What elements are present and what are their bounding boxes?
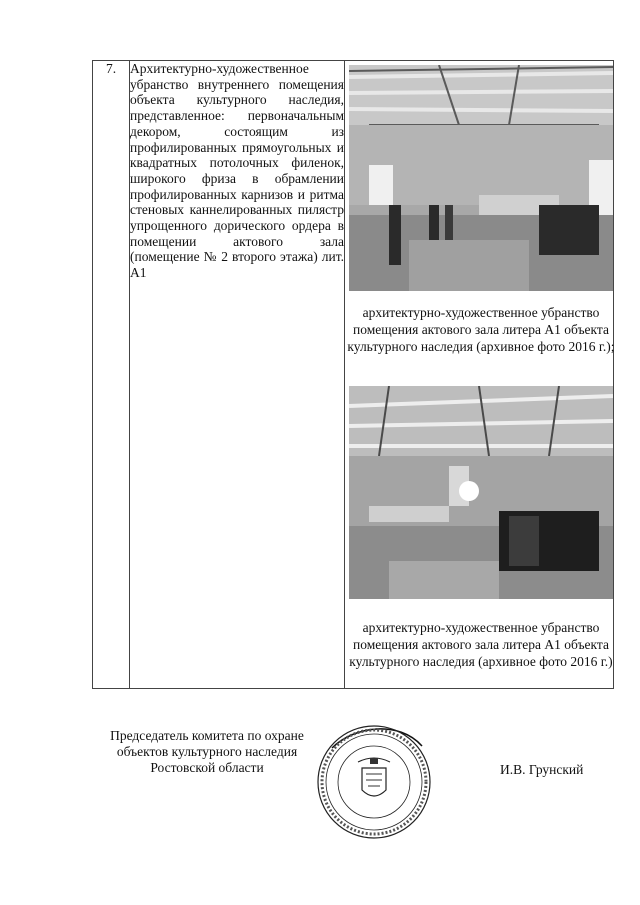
- signatory-name: И.В. Грунский: [500, 762, 584, 777]
- archive-photo-1: [349, 65, 613, 291]
- heritage-table: [92, 60, 614, 689]
- official-seal: [314, 718, 434, 846]
- photo-2-caption: архитектурно-художественное убранство помещения актового зала литера А1 объекта культурного наследия (архивное фото 2016 г.): [349, 620, 613, 669]
- archive-photo-2: [349, 386, 613, 599]
- photo-1-caption: архитектурно-художественное убранство помещения актового зала литера А1 объекта культурного наследия (архивное фото 2016 г.);: [347, 305, 615, 354]
- table-row: [93, 61, 614, 689]
- signatory-position: Председатель комитета по охране объектов культурного наследия Ростовской области: [110, 728, 304, 775]
- photo-cell: [345, 61, 614, 689]
- row-description: Архитектурно-художественное убранство внутреннего помещения объекта культурного наследия, представленное: первоначальным декором, состоящим из профилированных прямоугольных и квадратных потолочных филенок, широкого фриза в обрамлении профилированных карнизов и ритма стеновых каннелированных пилястр упрощенного дорического ордера в помещении актового зала (помещение № 2 второго этажа) лит. А1: [130, 61, 345, 689]
- row-number: 7.: [93, 61, 130, 689]
